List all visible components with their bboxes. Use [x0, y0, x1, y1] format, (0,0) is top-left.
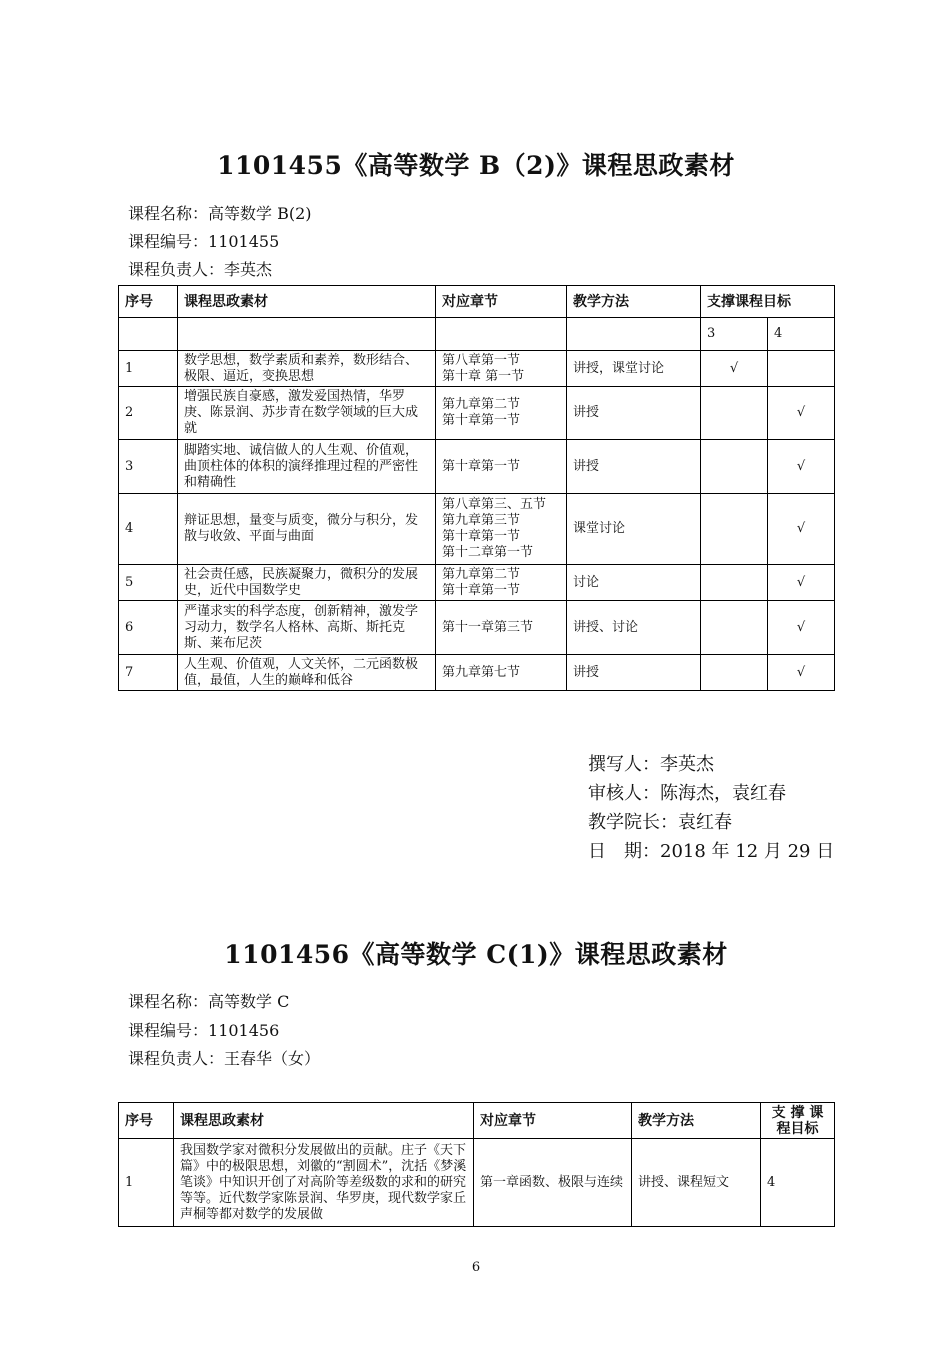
section2-course-code: 课程编号：1101456 — [128, 1021, 280, 1040]
row-chapter: 第九章第二节 第十章第一节 — [436, 565, 567, 601]
table-header-row — [119, 286, 835, 318]
row-chapter: 第九章第七节 — [436, 655, 567, 691]
section1-table — [118, 285, 835, 691]
signature-writer: 撰写人：李英杰 — [588, 754, 714, 775]
section1-course-lead: 课程负责人：李英杰 — [128, 260, 273, 279]
section1-title: 1101455《高等数学 B（2)》课程思政素材 — [217, 151, 735, 180]
row-no: 7 — [119, 655, 178, 691]
table-row — [119, 565, 835, 601]
row-method: 讲授 — [567, 655, 701, 691]
row-goal-3: √ — [701, 351, 768, 387]
header-material: 课程思政素材 — [174, 1103, 474, 1139]
section2-title: 1101456《高等数学 C(1)》课程思政素材 — [224, 940, 728, 969]
row-no: 1 — [119, 351, 178, 387]
table-row — [119, 601, 835, 655]
row-goal-4 — [768, 351, 835, 387]
row-goal-3 — [701, 655, 768, 691]
row-method: 讲授、讨论 — [567, 601, 701, 655]
row-material: 人生观、价值观，人文关怀，二元函数极值，最值，人生的巅峰和低谷 — [178, 655, 436, 691]
table-row — [119, 387, 835, 440]
row-chapter: 第一章函数、极限与连续 — [474, 1139, 632, 1227]
row-no: 1 — [119, 1139, 174, 1227]
header-chapter: 对应章节 — [436, 286, 567, 318]
section1-course-code: 课程编号：1101455 — [128, 232, 280, 251]
signature-reviewer: 审核人：陈海杰，袁红春 — [588, 783, 786, 804]
row-method: 讲授、课程短文 — [632, 1139, 761, 1227]
row-goal-3 — [701, 601, 768, 655]
row-chapter: 第十章第一节 — [436, 440, 567, 494]
row-goal-4: √ — [768, 601, 835, 655]
row-goal-4: √ — [768, 387, 835, 440]
row-chapter: 第八章第三、五节 第九章第三节 第十章第一节 第十二章第一节 — [436, 494, 567, 565]
row-goal-3 — [701, 565, 768, 601]
signature-date: 日 期：2018 年 12 月 29 日 — [588, 841, 835, 862]
header-method: 教学方法 — [567, 286, 701, 318]
header-material: 课程思政素材 — [178, 286, 436, 318]
table-subheader-row — [119, 318, 835, 351]
goal-col-3: 3 — [701, 318, 768, 351]
section2-course-name: 课程名称：高等数学 C — [128, 992, 290, 1011]
header-method: 教学方法 — [632, 1103, 761, 1139]
header-no: 序号 — [119, 286, 178, 318]
section2-course-lead: 课程负责人：王春华（女） — [128, 1049, 321, 1068]
row-goal: 4 — [761, 1139, 835, 1227]
table-row — [119, 655, 835, 691]
row-goal-4: √ — [768, 655, 835, 691]
row-no: 3 — [119, 440, 178, 494]
table-row — [119, 351, 835, 387]
row-material: 辩证思想，量变与质变，微分与积分，发散与收敛、平面与曲面 — [178, 494, 436, 565]
page-number: 6 — [471, 1260, 481, 1275]
table-header-row — [119, 1103, 835, 1139]
header-chapter: 对应章节 — [474, 1103, 632, 1139]
section1-course-name: 课程名称：高等数学 B(2) — [128, 204, 312, 223]
row-no: 5 — [119, 565, 178, 601]
row-material: 社会责任感，民族凝聚力，微积分的发展史，近代中国数学史 — [178, 565, 436, 601]
row-chapter: 第九章第二节 第十章第一节 — [436, 387, 567, 440]
row-material: 我国数学家对微积分发展做出的贡献。庄子《天下篇》中的极限思想，刘徽的“割圆术”，沈括《梦溪笔谈》中知识开创了对高阶等差级数的求和的研究等等。近代数学家陈景润、华罗庚，现代数学家丘声桐等都对数学的发展做 — [174, 1139, 474, 1227]
goal-col-4: 4 — [768, 318, 835, 351]
header-goal: 支 撑 课 程目标 — [761, 1103, 835, 1139]
row-chapter: 第十一章第三节 — [436, 601, 567, 655]
header-goals: 支撑课程目标 — [701, 286, 835, 318]
row-material: 增强民族自豪感，激发爱国热情，华罗庚、陈景润、苏步青在数学领域的巨大成就 — [178, 387, 436, 440]
row-goal-3 — [701, 387, 768, 440]
row-method: 讲授，课堂讨论 — [567, 351, 701, 387]
row-no: 6 — [119, 601, 178, 655]
row-material: 数学思想，数学素质和素养，数形结合、极限、逼近，变换思想 — [178, 351, 436, 387]
section2-table — [118, 1102, 835, 1227]
row-no: 4 — [119, 494, 178, 565]
signature-dean: 教学院长：袁红春 — [588, 812, 732, 833]
row-goal-4: √ — [768, 494, 835, 565]
header-no: 序号 — [119, 1103, 174, 1139]
row-goal-3 — [701, 494, 768, 565]
row-goal-4: √ — [768, 565, 835, 601]
row-method: 讨论 — [567, 565, 701, 601]
row-goal-4: √ — [768, 440, 835, 494]
row-material: 严谨求实的科学态度，创新精神，激发学习动力，数学名人格林、高斯、斯托克斯、莱布尼茨 — [178, 601, 436, 655]
row-material: 脚踏实地、诚信做人的人生观、价值观，曲顶柱体的体积的演绎推理过程的严密性和精确性 — [178, 440, 436, 494]
table-row — [119, 440, 835, 494]
table-row — [119, 1139, 835, 1227]
row-chapter: 第八章第一节 第十章 第一节 — [436, 351, 567, 387]
row-method: 讲授 — [567, 440, 701, 494]
row-method: 讲授 — [567, 387, 701, 440]
row-goal-3 — [701, 440, 768, 494]
row-no: 2 — [119, 387, 178, 440]
table-row — [119, 494, 835, 565]
row-method: 课堂讨论 — [567, 494, 701, 565]
